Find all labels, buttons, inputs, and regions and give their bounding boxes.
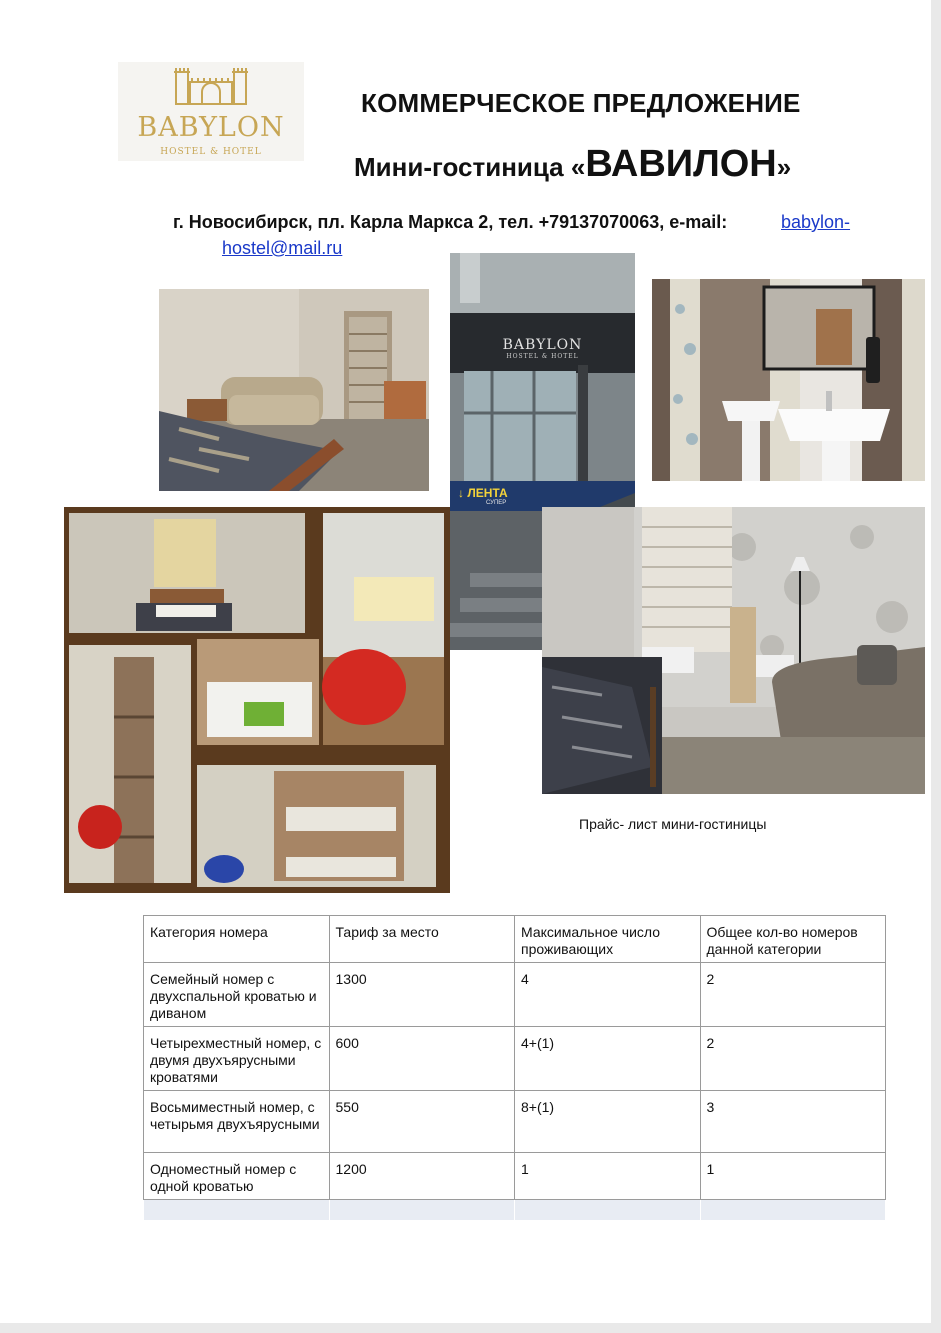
table-cell: 1 xyxy=(515,1153,701,1200)
photo-collage xyxy=(64,507,450,893)
table-cell: 1200 xyxy=(329,1153,515,1200)
table-empty-cell xyxy=(329,1200,515,1221)
price-table xyxy=(143,915,886,1221)
table-row xyxy=(144,963,886,1027)
entrance-sign-block xyxy=(450,325,635,360)
castle-icon xyxy=(118,62,304,112)
table-cell: 1 xyxy=(700,1153,886,1200)
price-list-caption: Прайс- лист мини-гостиницы xyxy=(579,816,767,832)
logo-tagline: HOSTEL & HOTEL xyxy=(160,147,262,157)
table-header-cell: Тариф за место xyxy=(329,916,515,963)
page-edge-right xyxy=(931,0,941,1333)
email-link-part2[interactable]: hostel@mail.ru xyxy=(222,238,343,258)
table-cell: Семейный номер с двухспальной кроватью и диваном xyxy=(144,963,330,1027)
entrance-sign-sub: HOSTEL & HOTEL xyxy=(506,353,579,360)
table-header-cell: Общее кол-во номеров данной категории xyxy=(700,916,886,963)
table-empty-cell xyxy=(700,1200,886,1221)
table-row xyxy=(144,1091,886,1153)
table-header-cell: Максимальное число проживающих xyxy=(515,916,701,963)
logo-brand: BABYLON xyxy=(137,112,285,143)
store-sign-text: ЛЕНТА xyxy=(467,486,508,500)
arrow-down-icon: ↓ xyxy=(458,486,468,500)
table-cell: 3 xyxy=(700,1091,886,1153)
photo-bathroom xyxy=(652,279,925,481)
table-cell: 2 xyxy=(700,963,886,1027)
table-cell: 8+(1) xyxy=(515,1091,701,1153)
subtitle-suffix: » xyxy=(776,152,792,182)
entrance-sign-text: BABYLON xyxy=(502,337,583,353)
table-cell: 2 xyxy=(700,1027,886,1091)
table-cell: 550 xyxy=(329,1091,515,1153)
table-cell: 4+(1) xyxy=(515,1027,701,1091)
babylon-logo xyxy=(118,62,304,161)
table-cell: 1300 xyxy=(329,963,515,1027)
page-title: КОММЕРЧЕСКОЕ ПРЕДЛОЖЕНИЕ xyxy=(361,88,801,118)
table-row xyxy=(144,1153,886,1200)
table-header-row xyxy=(144,916,886,963)
table-empty-cell xyxy=(515,1200,701,1221)
address-line: г. Новосибирск, пл. Карла Маркса 2, тел. +79137070063, e-mail: xyxy=(173,212,728,232)
table-cell: Четырехместный номер, с двумя двухъярусными кроватями xyxy=(144,1027,330,1091)
table-empty-cell xyxy=(144,1200,330,1221)
table-row xyxy=(144,1027,886,1091)
table-cell: Восьмиместный номер, с четырьмя двухъярусными xyxy=(144,1091,330,1153)
table-cell: 600 xyxy=(329,1027,515,1091)
page-subtitle xyxy=(354,143,791,186)
subtitle-prefix: Мини-гостиница « xyxy=(354,152,586,182)
table-cell: 4 xyxy=(515,963,701,1027)
table-empty-row xyxy=(144,1200,886,1221)
photo-sofa-room xyxy=(542,507,925,794)
photo-family-room xyxy=(159,289,429,491)
email-link-part1[interactable]: babylon- xyxy=(781,212,851,232)
store-sign xyxy=(458,486,508,500)
table-cell: Одноместный номер с одной кроватью xyxy=(144,1153,330,1200)
store-sign-sub: СУПЕР xyxy=(486,500,507,506)
table-header-cell: Категория номера xyxy=(144,916,330,963)
subtitle-name: ВАВИЛОН xyxy=(585,143,777,185)
page-edge-bottom xyxy=(0,1323,941,1333)
